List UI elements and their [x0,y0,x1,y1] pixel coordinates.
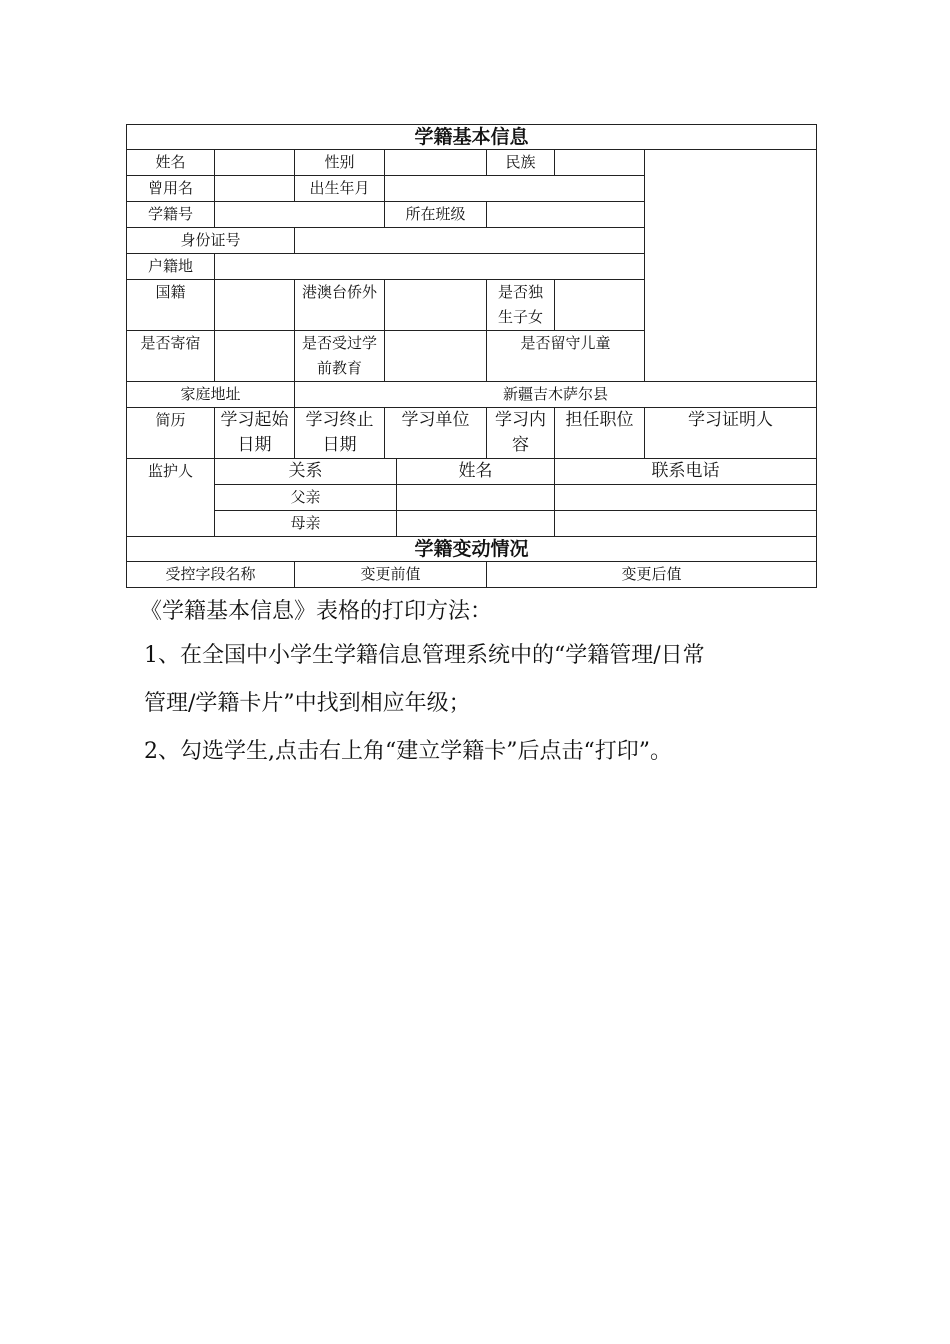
instructions-heading: 《学籍基本信息》表格的打印方法： [140,599,493,624]
label-name: 姓名 [127,150,215,176]
value-class [487,202,645,228]
header-phone: 联系电话 [555,459,817,485]
photo-box [645,150,817,382]
label-id-number: 身份证号 [127,228,295,254]
header-study-end: 学习终止日期 [295,408,385,459]
label-guardian: 监护人 [127,459,215,537]
label-nationality: 国籍 [127,280,215,331]
label-father: 父亲 [215,485,397,511]
change-section-title: 学籍变动情况 [127,537,817,562]
label-mother: 母亲 [215,511,397,537]
value-household [215,254,645,280]
header-before: 变更前值 [295,562,487,588]
value-birth-date [385,176,645,202]
label-ethnicity: 民族 [487,150,555,176]
value-former-name [215,176,295,202]
value-boarding [215,331,295,382]
value-id-number [295,228,645,254]
print-instructions [140,592,816,776]
value-mother-phone [555,511,817,537]
instructions-step2: 2、勾选学生,点击右上角“建立学籍卡”后点击“打印”。 [144,739,672,764]
value-nationality [215,280,295,331]
header-relation: 关系 [215,459,397,485]
header-study-start: 学习起始日期 [215,408,295,459]
value-home-address: 新疆吉木萨尔县 [295,382,817,408]
header-witness: 学习证明人 [645,408,817,459]
label-boarding: 是否寄宿 [127,331,215,382]
label-preschool: 是否受过学前教育 [295,331,385,382]
label-class: 所在班级 [385,202,487,228]
label-home-address: 家庭地址 [127,382,295,408]
header-after: 变更后值 [487,562,817,588]
card-title: 学籍基本信息 [127,125,817,150]
value-father-phone [555,485,817,511]
label-only-child: 是否独生子女 [487,280,555,331]
value-father-name [397,485,555,511]
label-gender: 性别 [295,150,385,176]
value-name [215,150,295,176]
instructions-step1-line1: 1、在全国中小学生学籍信息管理系统中的“学籍管理/日常 [144,643,705,668]
header-study-unit: 学习单位 [385,408,487,459]
value-overseas [385,280,487,331]
student-record-card [126,124,817,588]
label-resume: 简历 [127,408,215,459]
label-overseas: 港澳台侨外 [295,280,385,331]
label-former-name: 曾用名 [127,176,215,202]
label-household: 户籍地 [127,254,215,280]
value-mother-name [397,511,555,537]
header-field-name: 受控字段名称 [127,562,295,588]
value-preschool [385,331,487,382]
label-student-id: 学籍号 [127,202,215,228]
value-ethnicity [555,150,645,176]
label-left-behind: 是否留守儿童 [487,331,645,382]
instructions-step1-line2: 管理/学籍卡片”中找到相应年级； [144,691,471,716]
value-only-child [555,280,645,331]
value-student-id [215,202,385,228]
value-gender [385,150,487,176]
header-study-content: 学习内容 [487,408,555,459]
label-birth-date: 出生年月 [295,176,385,202]
header-position: 担任职位 [555,408,645,459]
header-guardian-name: 姓名 [397,459,555,485]
